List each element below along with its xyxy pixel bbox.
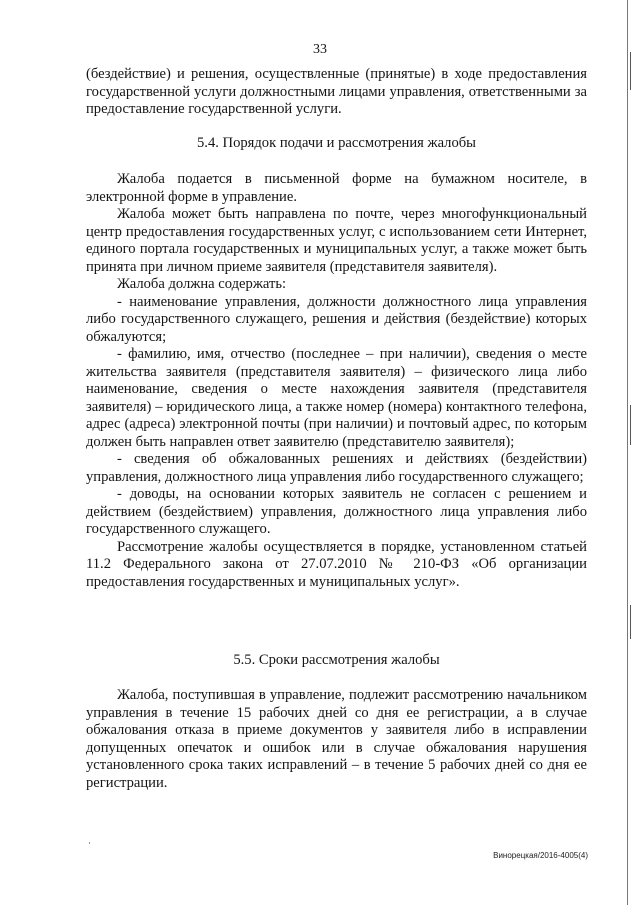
list-item: - доводы, на основании которых заявитель не согласен с решением и действием (бездействием) управления, должностного лица управления либо государственного служащего.	[86, 486, 587, 537]
section-5-4-body	[86, 171, 587, 591]
scan-dust	[89, 842, 90, 844]
footer-code: Винорецкая/2016-4005(4)	[493, 851, 588, 860]
page-number: 33	[313, 42, 327, 57]
list-item: - фамилию, имя, отчество (последнее – при наличии), сведения о месте жительства заявителя (представителя заявителя) – физического лица либо наименование, сведения о месте нахождения заявителя (представителя заявителя) – юридического лица, а также номер (номера) контактного телефона, адрес (адреса) электронной почты (при наличии) и почтовый адрес, по которым должен быть направлен ответ заявителю (представителю заявителя);	[86, 346, 587, 450]
section-5-4-heading-block	[86, 135, 587, 153]
list-item: - сведения об обжалованных решениях и действиях (бездействии) управления, должностного лица управления либо государственного служащего;	[86, 451, 587, 485]
section-heading: 5.4. Порядок подачи и рассмотрения жалобы	[197, 135, 476, 151]
paragraph: Жалоба подается в письменной форме на бумажном носителе, в электронной форме в управление.	[86, 171, 587, 205]
scan-edge-mark	[630, 405, 631, 445]
scan-edge-mark	[630, 52, 631, 90]
top-paragraph-block	[86, 66, 587, 119]
paragraph: Жалоба должна содержать:	[117, 276, 287, 292]
paragraph: Жалоба, поступившая в управление, подлежит рассмотрению начальником управления в течение 15 рабочих дней со дня ее регистрации, а в случае обжалования отказа в приеме документов у заявителя либо в исправлении допущенных опечаток и ошибок или в случае обжалования нарушения установленного срока таких исправлений – в течение 5 рабочих дней со дня ее регистрации.	[86, 687, 587, 791]
list-item: - наименование управления, должности должностного лица управления либо государственного служащего, решения и действия (бездействие) которых обжалуются;	[86, 293, 587, 345]
paragraph: Рассмотрение жалобы осуществляется в порядке, установленном статьей 11.2 Федерального закона от 27.07.2010 № 210-ФЗ «Об организации предоставления государственных и муниципальных услуг».	[86, 538, 587, 590]
scan-edge-line	[627, 0, 628, 905]
paragraph: Жалоба может быть направлена по почте, через многофункциональный центр предоставления государственных услуг, с использованием сети Интернет, единого портала государственных и муниципальных услуг, а также может быть принята при личном приеме заявителя (представителя заявителя).	[86, 206, 587, 275]
section-heading: 5.5. Сроки рассмотрения жалобы	[233, 652, 440, 668]
scan-edge-mark	[630, 605, 631, 639]
top-paragraph: (бездействие) и решения, осуществленные (принятые) в ходе предоставления государственной услуги должностными лицами управления, ответственными за предоставление государственной услуги.	[86, 66, 587, 117]
section-5-5-body	[86, 687, 587, 792]
section-5-5-heading-block	[86, 652, 587, 670]
